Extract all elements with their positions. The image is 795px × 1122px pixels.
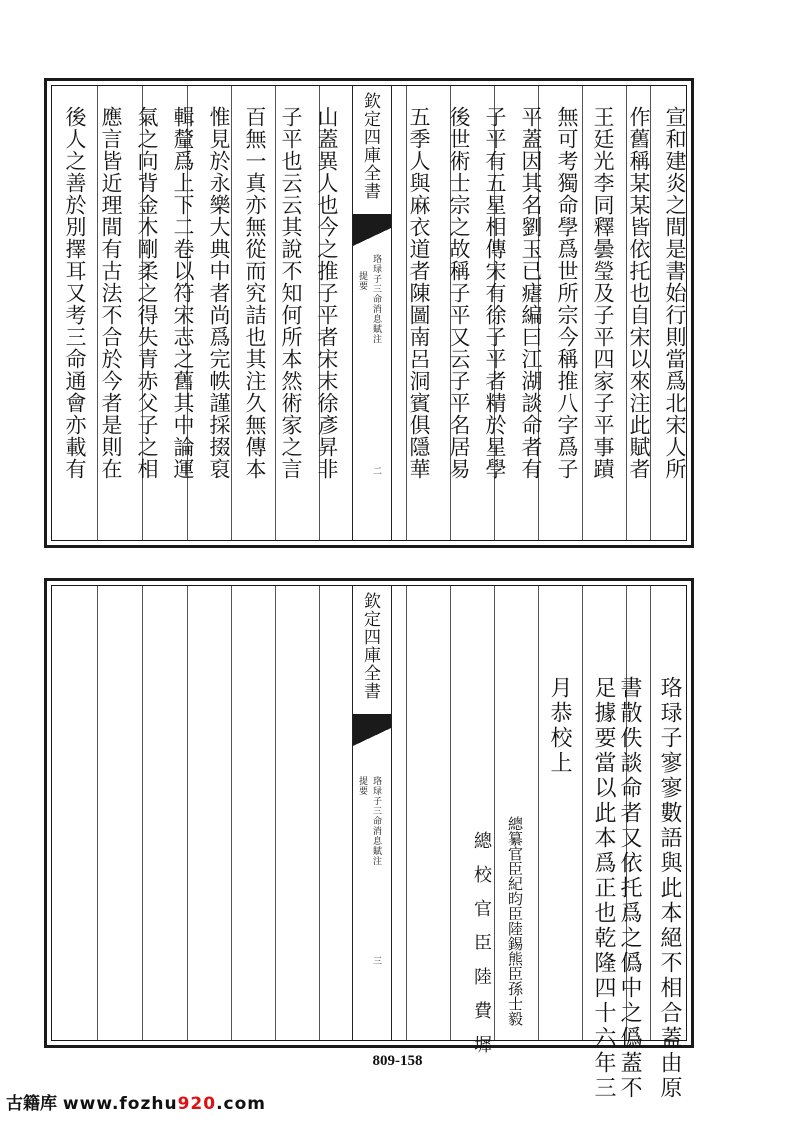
chief-editors-credit: 總纂官臣紀昀臣陸錫熊臣孫士毅	[506, 816, 524, 1026]
watermark	[6, 1089, 266, 1114]
top-page-inner-border	[51, 85, 687, 541]
book-title: 欽定四庫全書	[360, 92, 380, 200]
watermark-url: www.fozhu920.com	[62, 1094, 267, 1114]
center-fold-banner	[352, 86, 392, 540]
text-column: 珞琭子寥寥數語與此本絕不相合蓋由原	[657, 676, 682, 1101]
column-rule	[319, 586, 320, 1040]
center-fold-banner	[352, 586, 392, 1040]
top-page	[44, 78, 694, 548]
text-column: 後世術士宗之故稱子平又云子平名居易	[447, 106, 471, 480]
chief-proofreader-credit: 總校官臣陸費墀	[471, 831, 492, 1069]
column-rule	[450, 586, 451, 1040]
section-label: 提要	[357, 271, 367, 291]
leaf-number: 二	[371, 466, 381, 476]
watermark-site-name: 古籍库	[6, 1094, 57, 1114]
column-rule	[97, 586, 98, 1040]
text-column: 百無一真亦無從而究詰也其注久無傳本	[243, 106, 267, 480]
text-column: 作舊稱某某皆依托也自宋以來注此賦者	[627, 106, 651, 480]
text-column: 足據要當以此本爲正也乾隆四十六年三	[591, 676, 616, 1101]
text-column: 五季人與麻衣道者陳圖南呂洞賓俱隱華	[407, 106, 431, 480]
text-column: 子平有五星相傳宋有徐子平者精於星學	[483, 106, 507, 480]
column-rule	[275, 86, 276, 540]
book-title: 欽定四庫全書	[360, 592, 380, 700]
text-column: 山蓋異人也今之推子平者宋末徐彥昇非	[315, 106, 339, 480]
text-column: 輯釐爲上下二卷以符宋志之舊其中論運	[171, 106, 195, 480]
fish-tail-mark	[353, 228, 391, 246]
text-column: 應言皆近理間有古法不合於今者是則在	[99, 106, 123, 480]
section-label: 提要	[357, 776, 367, 796]
text-column: 王廷光李同釋曇瑩及子平四家子平事蹟	[591, 106, 615, 480]
page-number: 809-158	[372, 1053, 423, 1069]
fish-tail-mark	[353, 714, 391, 728]
text-column: 惟見於永樂大典中者尚爲完帙謹採掇裒	[207, 106, 231, 480]
text-column: 平蓋因其名劉玉已瘧編曰江湖談命者有	[519, 106, 543, 480]
text-column: 月恭校上	[547, 676, 572, 776]
text-column: 子平也云云其說不知何所本然術家之言	[279, 106, 303, 480]
column-rule	[275, 586, 276, 1040]
fish-tail-mark	[353, 214, 391, 228]
column-rule	[231, 86, 232, 540]
text-column: 書散佚談命者又依托爲之僞中之僞蓋不	[617, 676, 642, 1101]
column-rule	[494, 586, 495, 1040]
column-rule	[406, 586, 407, 1040]
text-column: 無可考獨命學爲世所宗今稱推八字爲子	[555, 106, 579, 480]
work-title: 珞琭子三命消息賦注	[371, 776, 381, 866]
work-title: 珞琭子三命消息賦注	[371, 254, 381, 344]
column-rule	[650, 586, 651, 1040]
fish-tail-mark	[353, 728, 391, 746]
column-rule	[187, 586, 188, 1040]
text-column: 宣和建炎之間是書始行則當爲北宋人所	[663, 106, 687, 480]
text-column: 後人之善於別擇耳又考三命通會亦載有	[63, 106, 87, 480]
column-rule	[142, 586, 143, 1040]
column-rule	[582, 86, 583, 540]
column-rule	[582, 586, 583, 1040]
column-rule	[538, 586, 539, 1040]
leaf-number: 三	[371, 956, 381, 966]
column-rule	[231, 586, 232, 1040]
column-rule	[97, 86, 98, 540]
text-column: 氣之向背金木剛柔之得失青赤父子之相	[135, 106, 159, 480]
